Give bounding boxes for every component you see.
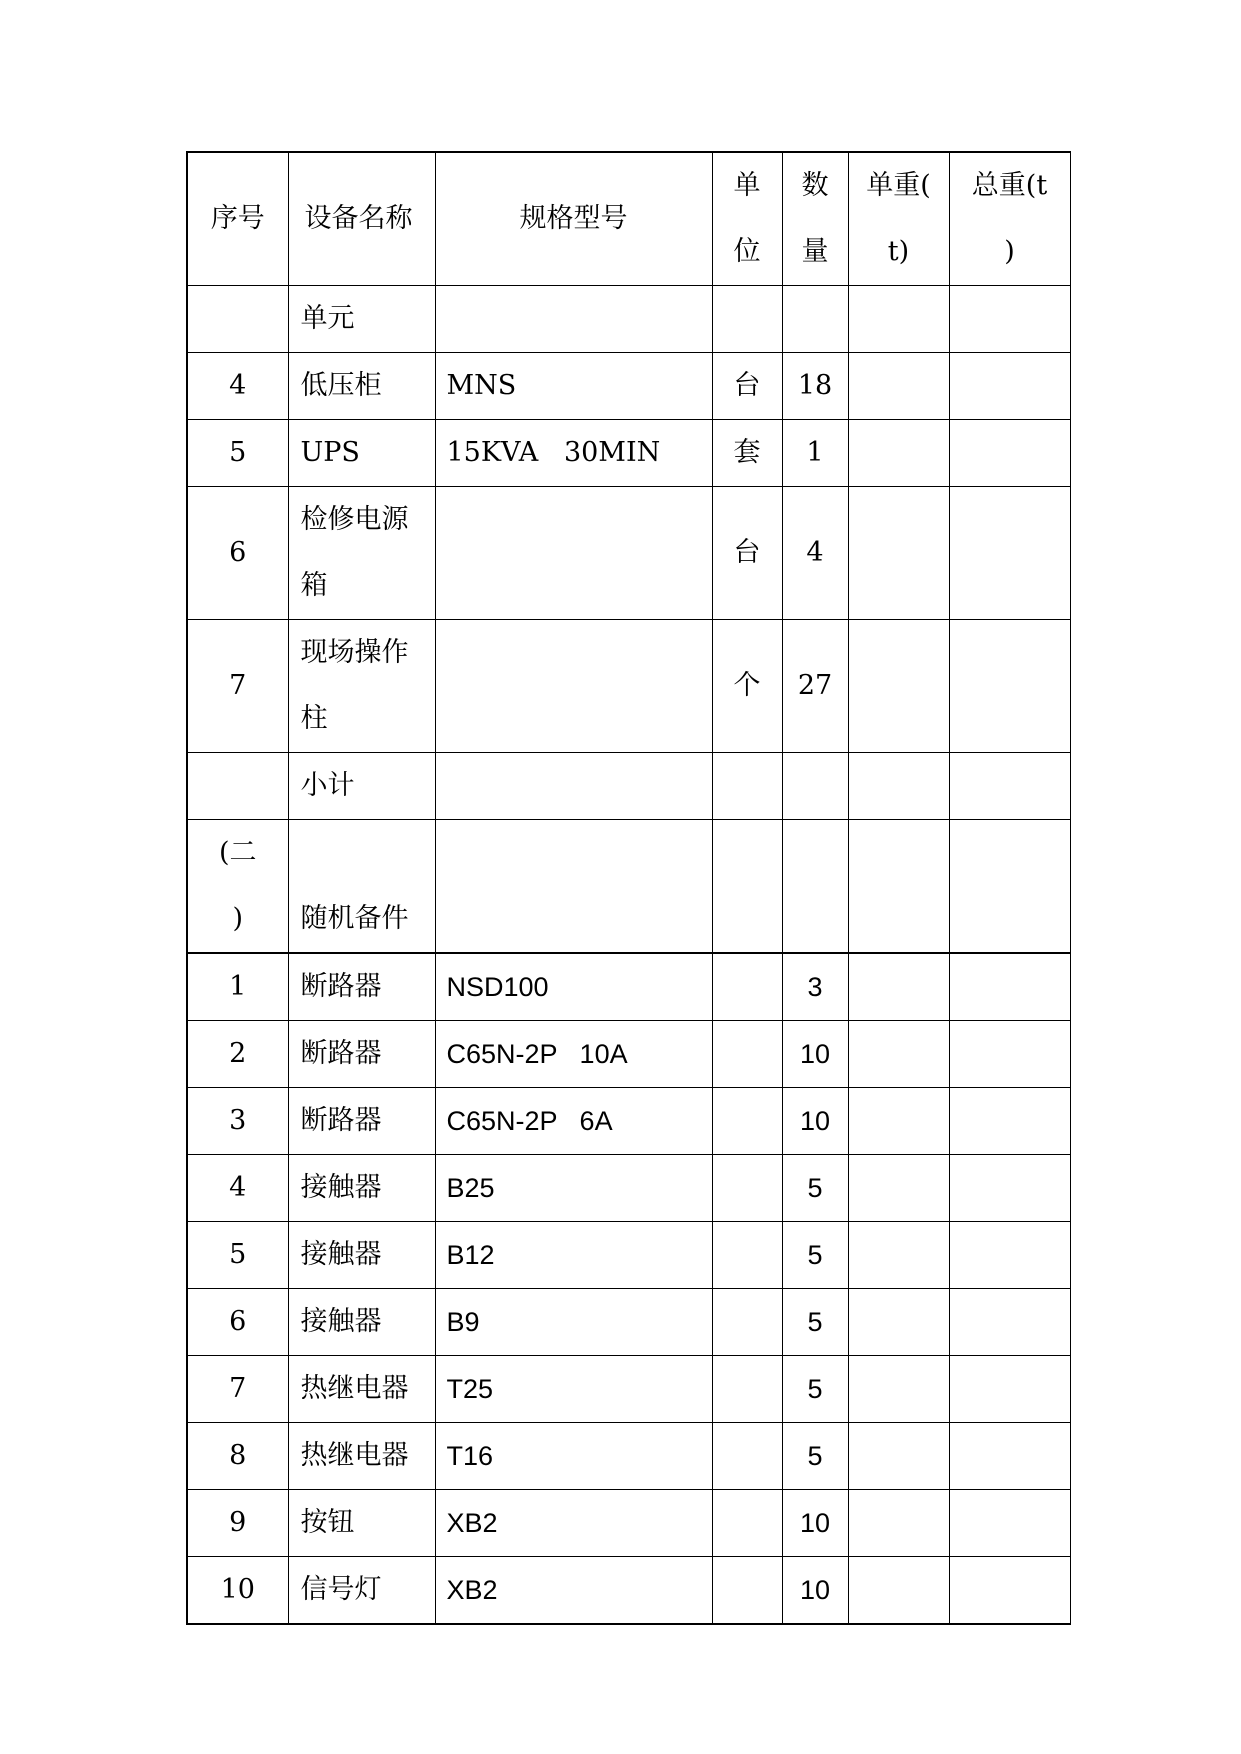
cell-unit-weight (848, 353, 949, 420)
cell-unit (712, 286, 782, 353)
cell-unit (712, 1423, 782, 1490)
cell-qty: 18 (782, 353, 848, 420)
cell-name: 热继电器 (288, 1356, 435, 1423)
cell-qty: 10 (782, 1088, 848, 1155)
table-row (187, 1423, 1070, 1490)
cell-spec (435, 286, 712, 353)
header-unit: 单 位 (712, 152, 782, 286)
cell-qty: 5 (782, 1155, 848, 1222)
table-row (187, 1155, 1070, 1222)
header-qty: 数 量 (782, 152, 848, 286)
table-row (187, 487, 1070, 620)
cell-total-weight (949, 1155, 1070, 1222)
cell-qty (782, 286, 848, 353)
cell-unit (712, 1356, 782, 1423)
cell-name: 检修电源 箱 (288, 487, 435, 620)
table-row (187, 1289, 1070, 1356)
cell-name: 断路器 (288, 1021, 435, 1088)
cell-unit-weight (848, 1289, 949, 1356)
header-name: 设备名称 (288, 152, 435, 286)
cell-name: 接触器 (288, 1222, 435, 1289)
cell-qty: 10 (782, 1021, 848, 1088)
table-row (187, 1222, 1070, 1289)
cell-name: 接触器 (288, 1155, 435, 1222)
cell-name: 断路器 (288, 953, 435, 1021)
cell-qty: 10 (782, 1490, 848, 1557)
cell-no: 2 (187, 1021, 288, 1088)
cell-name: 低压柜 (288, 353, 435, 420)
table-row (187, 1557, 1070, 1625)
cell-unit-weight (848, 820, 949, 954)
cell-total-weight (949, 1021, 1070, 1088)
cell-no: 7 (187, 620, 288, 753)
section-header-row (187, 820, 1070, 954)
cell-total-weight (949, 1356, 1070, 1423)
cell-unit (712, 1557, 782, 1625)
cell-spec: B12 (435, 1222, 712, 1289)
cell-unit (712, 953, 782, 1021)
cell-unit: 台 (712, 353, 782, 420)
cell-no: 9 (187, 1490, 288, 1557)
cell-unit-weight (848, 286, 949, 353)
header-row (187, 152, 1070, 286)
cell-spec (435, 820, 712, 954)
cell-no: 6 (187, 487, 288, 620)
header-total-weight: 总重(t ) (949, 152, 1070, 286)
cell-unit (712, 1490, 782, 1557)
equipment-table (186, 151, 1071, 1625)
table-row (187, 953, 1070, 1021)
table-row (187, 353, 1070, 420)
cell-total-weight (949, 1490, 1070, 1557)
cell-no: 5 (187, 420, 288, 487)
cell-name: 信号灯 (288, 1557, 435, 1625)
cell-qty: 5 (782, 1356, 848, 1423)
cell-name: 热继电器 (288, 1423, 435, 1490)
cell-qty: 5 (782, 1289, 848, 1356)
cell-name: 断路器 (288, 1088, 435, 1155)
cell-total-weight (949, 1289, 1070, 1356)
cell-no (187, 286, 288, 353)
cell-qty (782, 820, 848, 954)
cell-unit (712, 1021, 782, 1088)
cell-total-weight (949, 286, 1070, 353)
cell-spec: C65N-2P 10A (435, 1021, 712, 1088)
cell-unit-weight (848, 420, 949, 487)
cell-name: 随机备件 (288, 820, 435, 954)
cell-total-weight (949, 820, 1070, 954)
cell-unit-weight (848, 1557, 949, 1625)
table-row (187, 286, 1070, 353)
cell-unit (712, 1289, 782, 1356)
cell-unit-weight (848, 1423, 949, 1490)
cell-unit: 个 (712, 620, 782, 753)
cell-unit-weight (848, 1222, 949, 1289)
cell-unit: 套 (712, 420, 782, 487)
cell-spec (435, 753, 712, 820)
cell-total-weight (949, 353, 1070, 420)
cell-qty: 5 (782, 1423, 848, 1490)
table-row (187, 1088, 1070, 1155)
cell-unit: 台 (712, 487, 782, 620)
table-row (187, 1356, 1070, 1423)
cell-total-weight (949, 1557, 1070, 1625)
cell-unit (712, 820, 782, 954)
cell-total-weight (949, 420, 1070, 487)
cell-qty (782, 753, 848, 820)
cell-qty: 5 (782, 1222, 848, 1289)
cell-no: (二 ) (187, 820, 288, 954)
cell-name: 小计 (288, 753, 435, 820)
cell-no: 10 (187, 1557, 288, 1625)
cell-spec: MNS (435, 353, 712, 420)
cell-qty: 3 (782, 953, 848, 1021)
cell-total-weight (949, 1423, 1070, 1490)
cell-unit-weight (848, 953, 949, 1021)
cell-name: UPS (288, 420, 435, 487)
cell-total-weight (949, 487, 1070, 620)
cell-no: 7 (187, 1356, 288, 1423)
cell-total-weight (949, 620, 1070, 753)
cell-no: 4 (187, 353, 288, 420)
cell-total-weight (949, 1088, 1070, 1155)
cell-unit (712, 753, 782, 820)
cell-unit-weight (848, 487, 949, 620)
cell-spec: NSD100 (435, 953, 712, 1021)
cell-unit-weight (848, 1490, 949, 1557)
cell-spec: T16 (435, 1423, 712, 1490)
cell-unit-weight (848, 1088, 949, 1155)
cell-qty: 4 (782, 487, 848, 620)
cell-unit (712, 1155, 782, 1222)
header-spec: 规格型号 (435, 152, 712, 286)
cell-qty: 27 (782, 620, 848, 753)
cell-spec: B9 (435, 1289, 712, 1356)
cell-no (187, 753, 288, 820)
cell-spec: T25 (435, 1356, 712, 1423)
cell-unit-weight (848, 1021, 949, 1088)
table-row (187, 620, 1070, 753)
cell-qty: 1 (782, 420, 848, 487)
table-row (187, 420, 1070, 487)
cell-no: 1 (187, 953, 288, 1021)
cell-name: 现场操作 柱 (288, 620, 435, 753)
cell-spec (435, 487, 712, 620)
cell-unit (712, 1222, 782, 1289)
cell-name: 接触器 (288, 1289, 435, 1356)
table-row (187, 753, 1070, 820)
cell-spec (435, 620, 712, 753)
cell-spec: XB2 (435, 1490, 712, 1557)
cell-spec: B25 (435, 1155, 712, 1222)
cell-total-weight (949, 953, 1070, 1021)
header-no: 序号 (187, 152, 288, 286)
cell-no: 3 (187, 1088, 288, 1155)
cell-total-weight (949, 1222, 1070, 1289)
cell-no: 5 (187, 1222, 288, 1289)
cell-no: 4 (187, 1155, 288, 1222)
cell-spec: 15KVA 30MIN (435, 420, 712, 487)
cell-unit-weight (848, 753, 949, 820)
cell-name: 按钮 (288, 1490, 435, 1557)
cell-unit (712, 1088, 782, 1155)
cell-no: 6 (187, 1289, 288, 1356)
cell-name: 单元 (288, 286, 435, 353)
cell-spec: XB2 (435, 1557, 712, 1625)
table-row (187, 1021, 1070, 1088)
header-unit-weight: 单重( t) (848, 152, 949, 286)
cell-qty: 10 (782, 1557, 848, 1625)
cell-no: 8 (187, 1423, 288, 1490)
cell-unit-weight (848, 1356, 949, 1423)
cell-unit-weight (848, 620, 949, 753)
cell-spec: C65N-2P 6A (435, 1088, 712, 1155)
cell-unit-weight (848, 1155, 949, 1222)
cell-total-weight (949, 753, 1070, 820)
table-row (187, 1490, 1070, 1557)
